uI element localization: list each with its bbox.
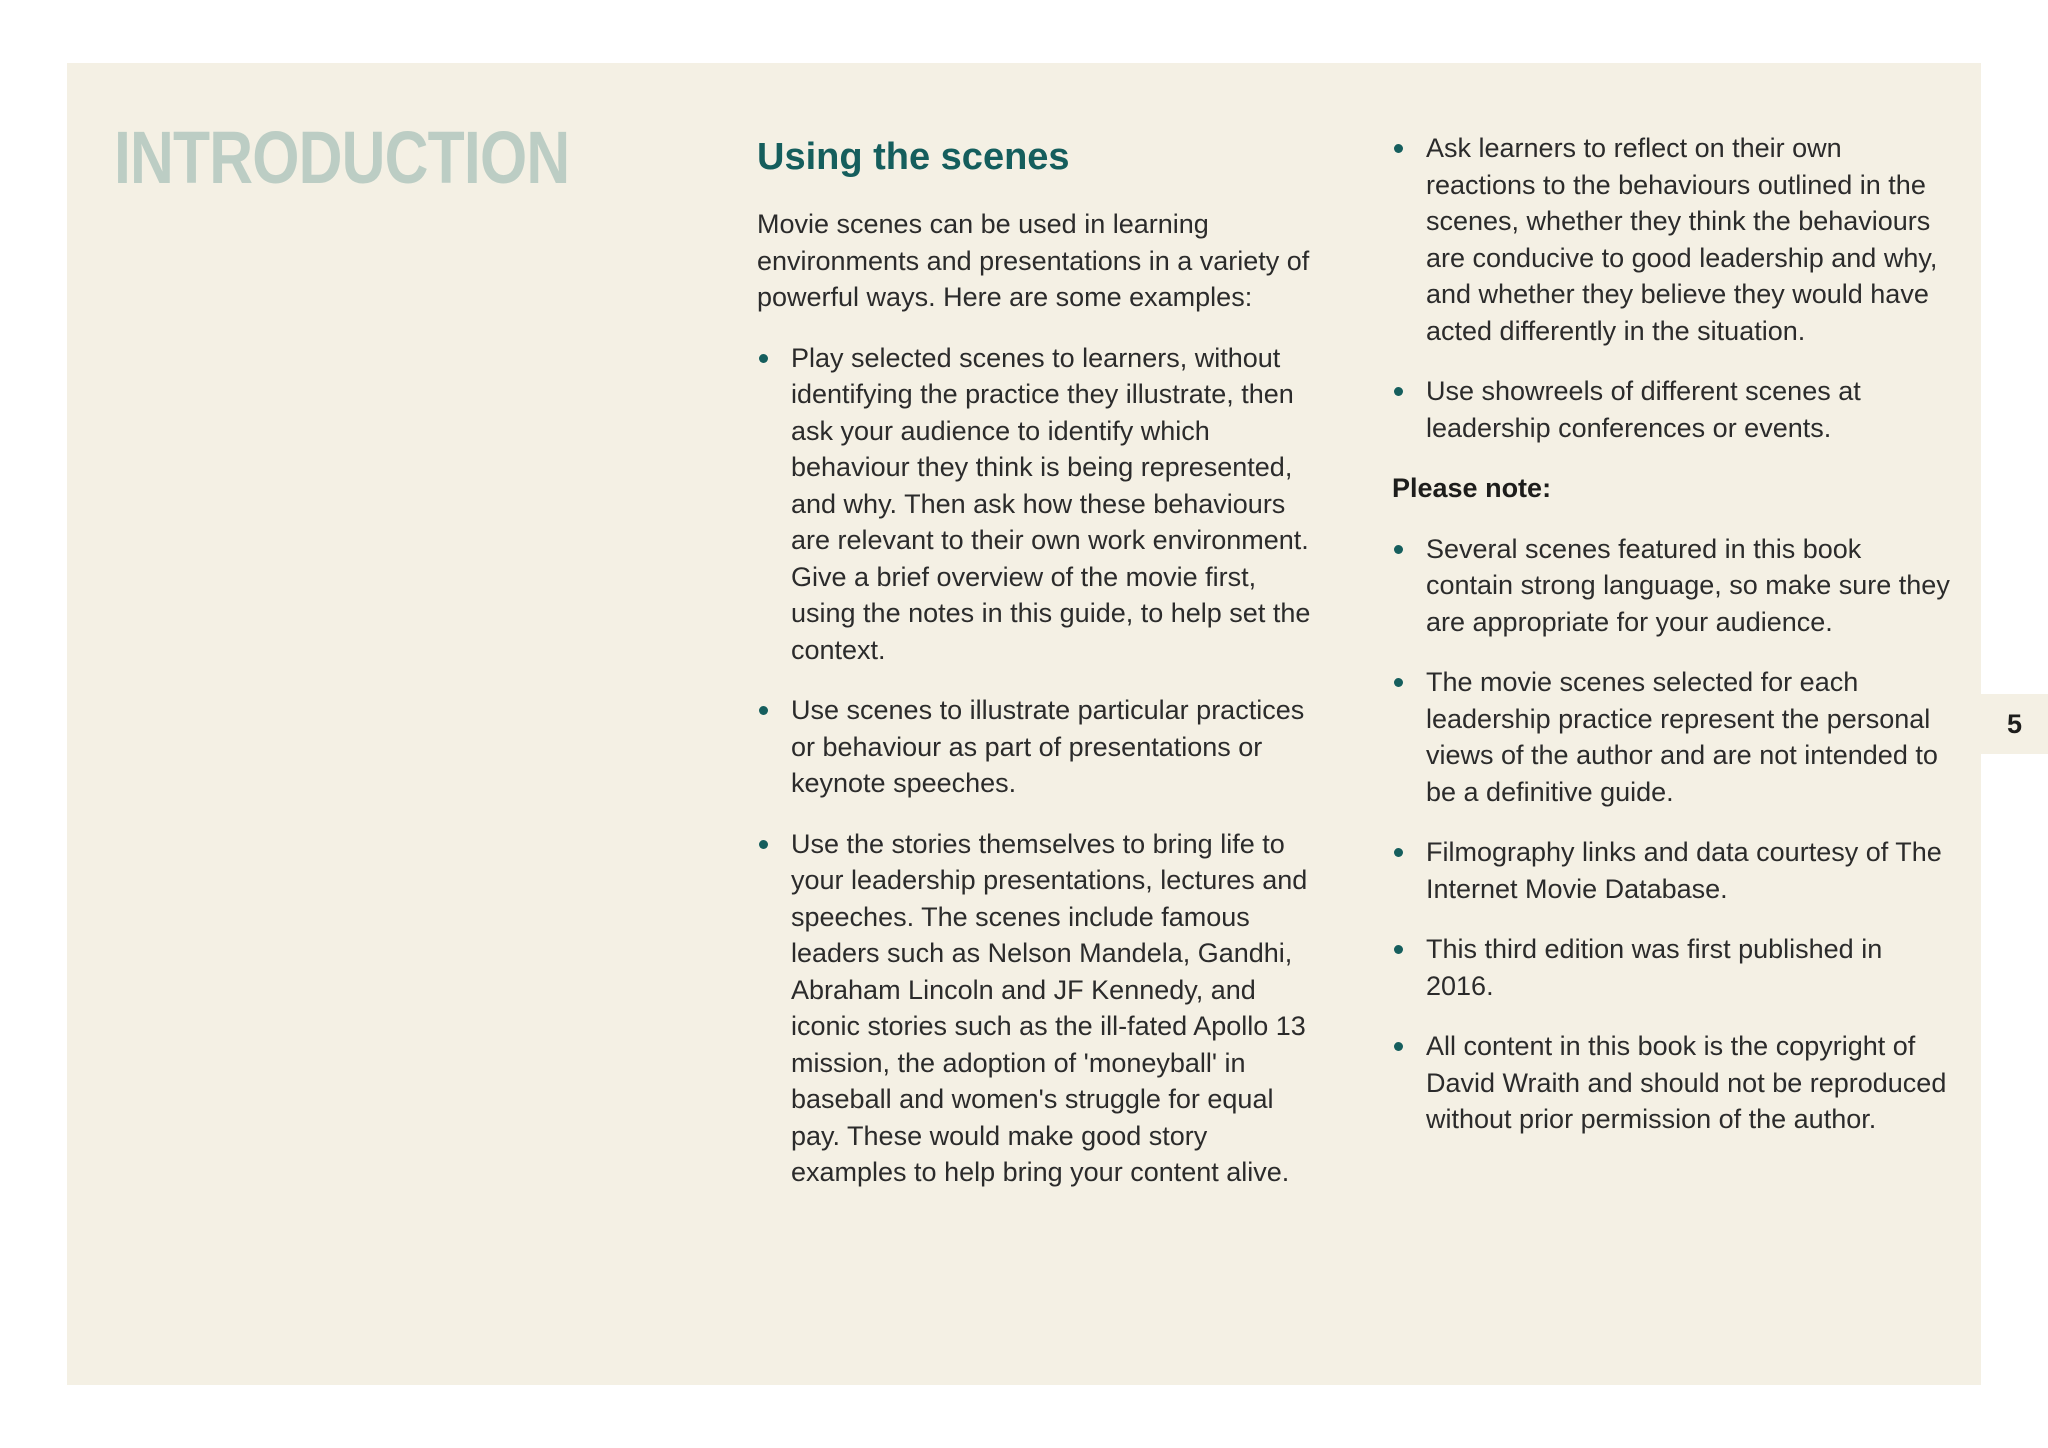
list-item-text: Ask learners to reflect on their own reactions to the behaviours outlined in the scenes, whether they think the behaviours are conducive to good leadership and why, and whether they believe they would have acted differently in the situation. [1426,133,1938,346]
list-item-text: Use the stories themselves to bring life to your leadership presentations, lectures and speeches. The scenes include famous leaders such as Nelson Mandela, Gandhi, Abraham Lincoln and JF Kennedy, and iconic stories such as the ill-fated Apollo 13 mission, the adoption of 'moneyball' in baseball and women's struggle for equal pay. These would make good story examples to help bring your content alive. [791,828,1308,1187]
using-scenes-list-continued [1392,130,1952,446]
list-item [1392,664,1952,810]
list-item [757,340,1317,669]
using-scenes-heading: Using the scenes [757,136,1070,178]
list-item [1392,373,1952,446]
list-item [1392,1028,1952,1138]
list-item-text: All content in this book is the copyright of David Wraith and should not be reproduced without prior permission of the author. [1426,1031,1947,1134]
list-item [1392,834,1952,907]
bullet-icon [1394,387,1403,396]
bullet-icon [1394,678,1403,687]
bullet-icon [1394,545,1403,554]
list-item-text: The movie scenes selected for each leadership practice represent the personal views of the author and are not intended to be a definitive guide. [1426,667,1938,807]
bullet-icon [759,840,768,849]
bullet-icon [1394,144,1403,153]
list-item [1392,130,1952,349]
list-item-text: Use scenes to illustrate particular practices or behaviour as part of presentations or keynote speeches. [791,695,1305,798]
list-item-text: Use showreels of different scenes at leadership conferences or events. [1426,376,1861,443]
list-item [1392,531,1952,641]
bullet-icon [1394,1042,1403,1051]
list-item [1392,931,1952,1004]
bullet-icon [1394,945,1403,954]
page-number: 5 [1981,694,2048,754]
list-item-text: This third edition was first published in 2016. [1426,934,1883,1001]
section-title: INTRODUCTION [114,116,570,199]
list-item [757,826,1317,1191]
using-scenes-intro: Movie scenes can be used in learning environments and presentations in a variety of powerful ways. Here are some examples: [757,209,1310,312]
right-column [1392,130,1952,1162]
bullet-icon [759,706,768,715]
bullet-icon [1394,848,1403,857]
please-note-heading: Please note: [1392,473,1552,503]
using-scenes-list [757,340,1317,1191]
please-note-list [1392,531,1952,1138]
list-item-text: Filmography links and data courtesy of The Internet Movie Database. [1426,837,1942,904]
list-item-text: Play selected scenes to learners, without identifying the practice they illustrate, then ask your audience to identify which behaviour they think is being represented, and why. Then ask how these behaviours are relevant to their own work environment. Give a brief overview of the movie first, using the notes in this guide, to help set the context. [791,342,1311,665]
bullet-icon [759,354,768,363]
list-item [757,692,1317,802]
middle-column [757,130,1317,1215]
list-item-text: Several scenes featured in this book contain strong language, so make sure they are appropriate for your audience. [1426,533,1950,637]
